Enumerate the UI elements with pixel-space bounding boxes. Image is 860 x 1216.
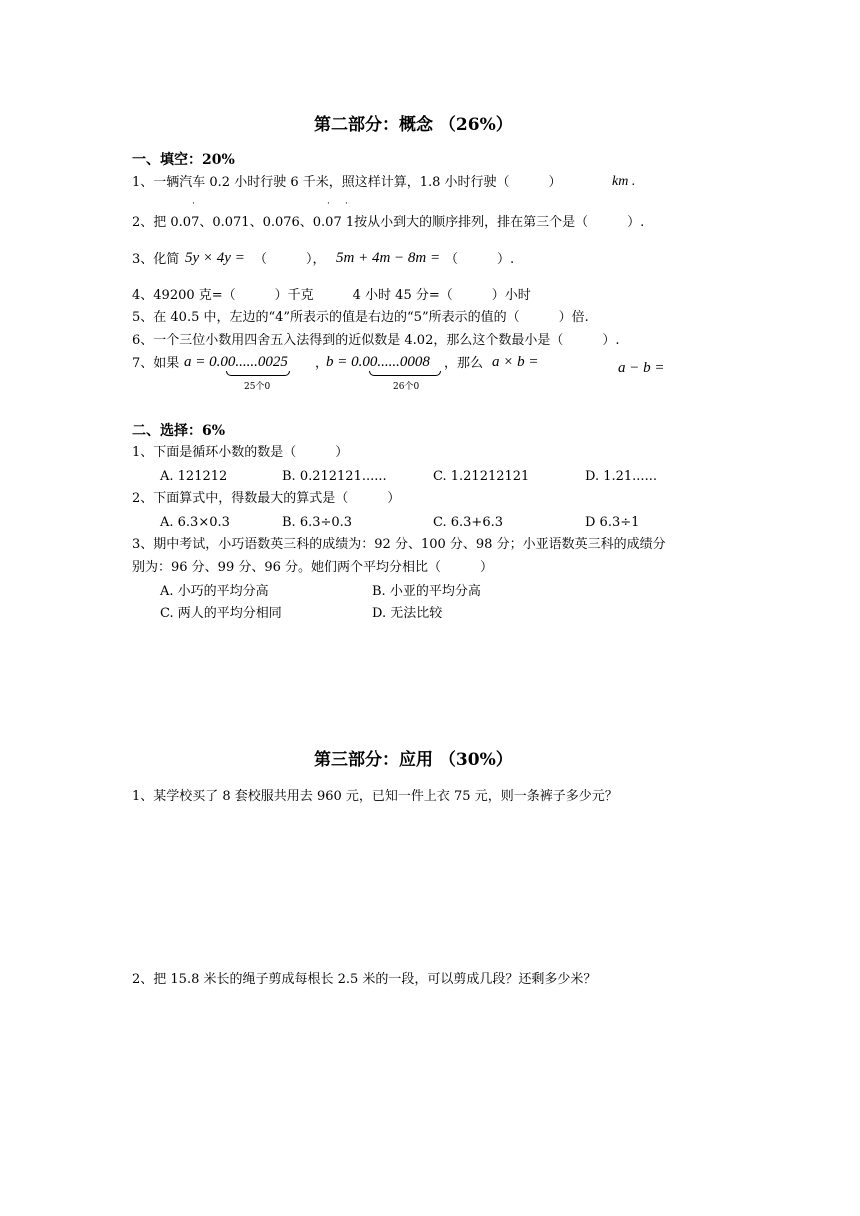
fill-q7-separator: ，: [315, 356, 329, 371]
repeat-dot: ·: [345, 199, 348, 209]
choice-q2-option-c: C. 6.3+6.3: [433, 515, 503, 530]
fill-q3-expression-2: 5m + 4m − 8m =: [336, 250, 441, 266]
fill-q6: 6、一个三位小数用四舍五入法得到的近似数是 4.02，那么这个数最小是（ ）.: [132, 333, 620, 348]
fill-q3-prefix: 3、化简: [132, 252, 180, 267]
fill-q3-expression-1: 5y × 4y =: [185, 250, 245, 266]
fill-heading: 一、填空：20%: [132, 152, 235, 168]
fill-q7-expression-ab: a × b =: [492, 354, 539, 370]
choice-q3-line-1: 3、期中考试，小巧语数英三科的成绩为：92 分、100 分、98 分；小亚语数英三科的成绩分: [132, 537, 666, 552]
fill-q7-expression-a: a = 0.00......0025: [184, 354, 288, 370]
choice-q2: 2、下面算式中，得数最大的算式是（ ）: [132, 491, 401, 506]
fill-q1-unit: km .: [612, 174, 636, 189]
fill-q3-blank-2: （ ）.: [445, 252, 515, 267]
part2-title: 第二部分：概念 （26%）: [314, 115, 513, 135]
fill-q5: 5、在 40.5 中，左边的“4”所表示的值是右边的“5”所表示的值的（ ）倍.: [132, 310, 589, 325]
repeat-dot: ·: [192, 199, 195, 209]
fill-q7-expression-b: b = 0.00......0008: [326, 354, 430, 370]
choice-q1-option-d: D. 1.21......: [585, 469, 657, 484]
fill-q4: 4、49200 克=（ ）千克 4 小时 45 分=（ ）小时: [132, 288, 531, 303]
underbrace-1: [226, 371, 290, 376]
fill-q7-prefix: 7、如果: [132, 356, 180, 371]
choice-q1: 1、下面是循环小数的数是（ ）: [132, 445, 349, 460]
choice-q3-line-2: 别为：96 分、99 分、96 分。她们两个平均分相比（ ）: [132, 560, 494, 575]
choice-q3-option-b: B. 小亚的平均分高: [372, 584, 481, 599]
fill-q1: 1、一辆汽车 0.2 小时行驶 6 千米，照这样计算，1.8 小时行驶（ ）: [132, 175, 562, 190]
choice-q3-option-c: C. 两人的平均分相同: [160, 606, 282, 621]
choice-heading: 二、选择：6%: [132, 423, 226, 439]
choice-q2-option-b: B. 6.3÷0.3: [282, 515, 353, 530]
underbrace-label-1: 25个0: [244, 382, 271, 392]
underbrace-2: [369, 371, 441, 376]
choice-q1-option-a: A. 121212: [160, 469, 228, 484]
choice-q1-option-b: B. 0.212121......: [282, 469, 387, 484]
choice-q3-option-d: D. 无法比较: [372, 606, 443, 621]
choice-q2-option-a: A. 6.3×0.3: [160, 515, 230, 530]
fill-q2: 2、把 0.07、0.071、0.076、0.07 1按从小到大的顺序排列，排在第三个是（ ）.: [132, 215, 645, 230]
part3-title: 第三部分：应用 （30%）: [314, 750, 513, 770]
choice-q1-option-c: C. 1.21212121: [433, 469, 530, 484]
application-q2: 2、把 15.8 米长的绳子剪成每根长 2.5 米的一段，可以剪成几段？还剩多少米？: [132, 972, 597, 987]
fill-q7-expression-a-minus-b: a − b =: [618, 360, 665, 376]
choice-q2-option-d: D 6.3÷1: [585, 515, 640, 530]
underbrace-label-2: 26个0: [393, 382, 420, 392]
fill-q3-blank-1: （ ），: [254, 252, 326, 267]
fill-q7-middle: ，那么: [444, 356, 484, 371]
repeat-dot: ·: [327, 199, 330, 209]
choice-q3-option-a: A. 小巧的平均分高: [160, 584, 269, 599]
application-q1: 1、某学校买了 8 套校服共用去 960 元，已知一件上衣 75 元，则一条裤子多少元？: [132, 789, 618, 804]
